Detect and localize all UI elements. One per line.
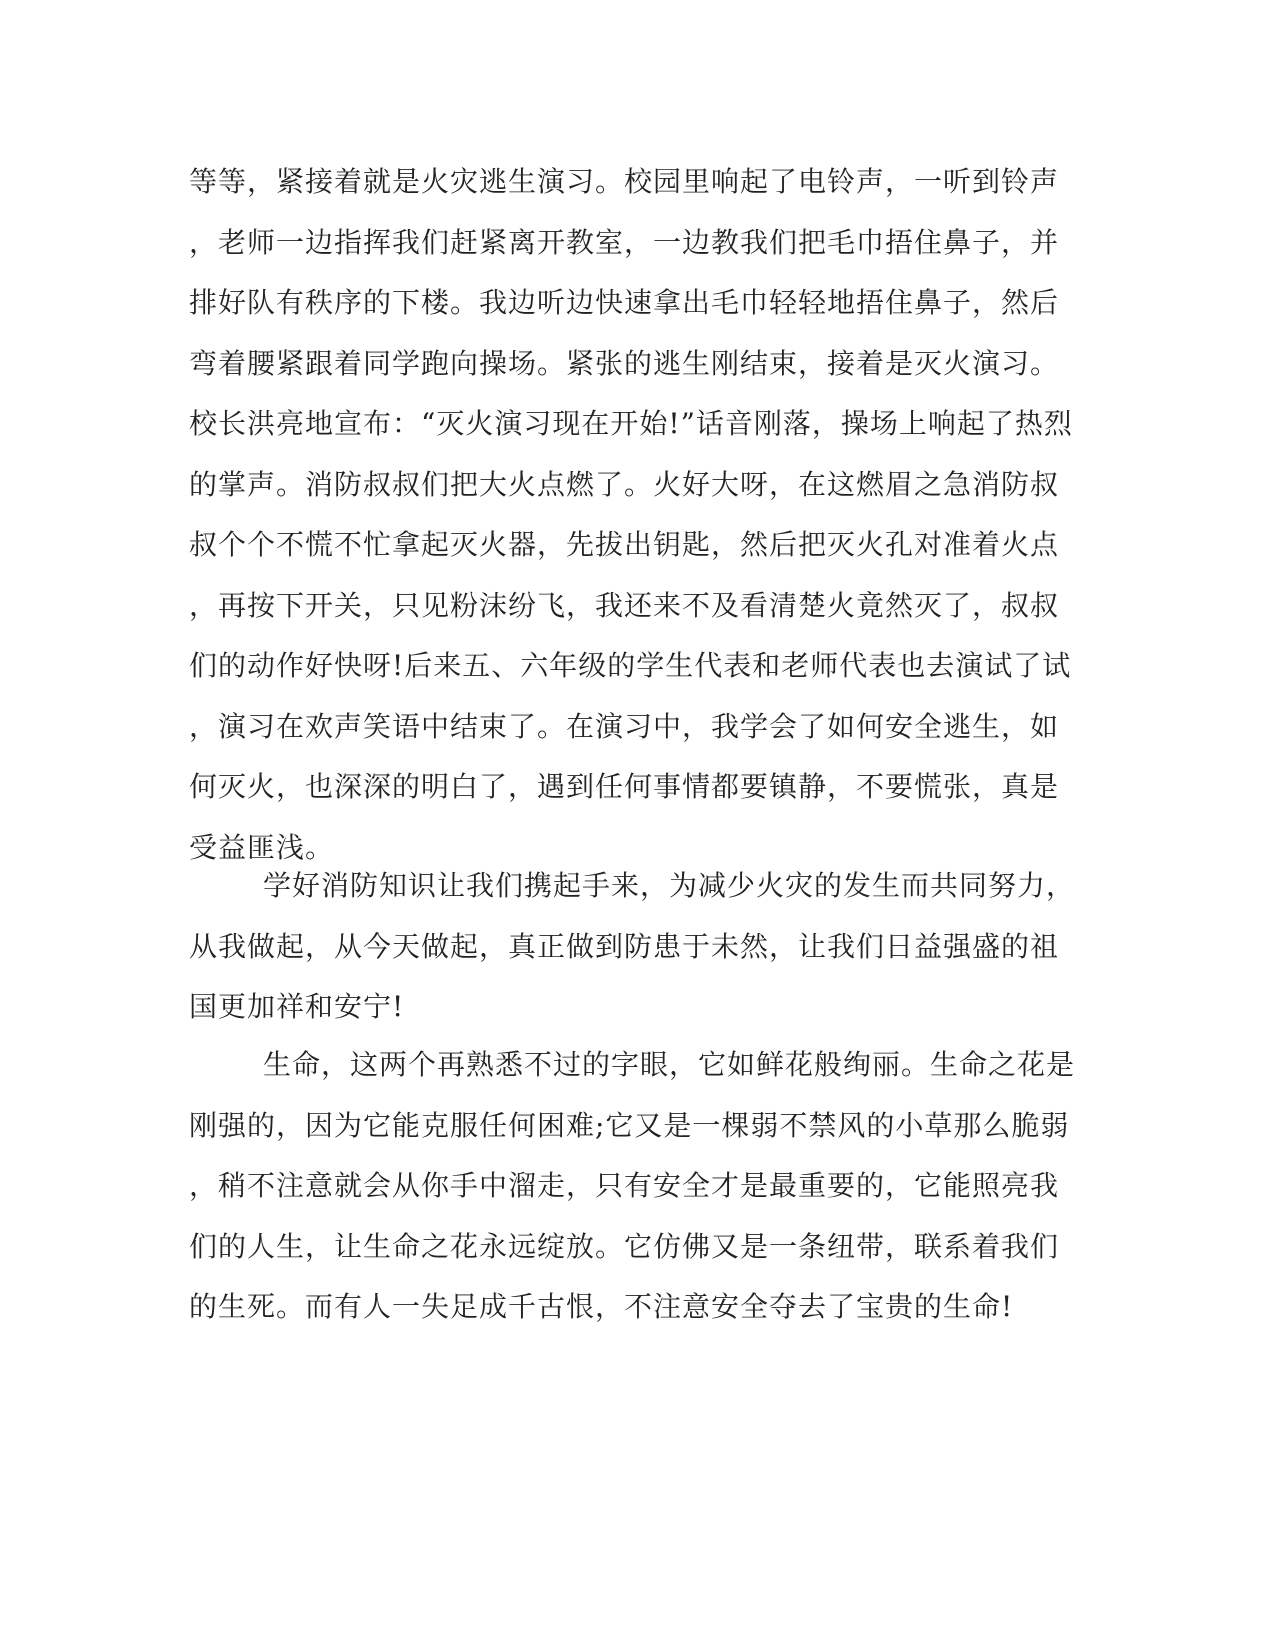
paragraph-1 bbox=[189, 152, 1073, 878]
text-line: 弯着腰紧跟着同学跑向操场。紧张的逃生刚结束，接着是灭火演习。 bbox=[189, 346, 1060, 380]
text-line: 排好队有秩序的下楼。我边听边快速拿出毛巾轻轻地捂住鼻子，然后 bbox=[189, 286, 1060, 319]
text-line: 的掌声。消防叔叔们把大火点燃了。火好大呀，在这燃眉之急消防叔 bbox=[189, 467, 1060, 501]
text-line: 何灭火，也深深的明白了，遇到任何事情都要镇静，不要慌张，真是 bbox=[189, 770, 1060, 803]
text-line: 校长洪亮地宣布：“灭火演习现在开始!”话音刚落，操场上响起了热烈 bbox=[189, 407, 1073, 440]
text-line: 生命，这两个再熟悉不过的字眼，它如鲜花般绚丽。生命之花是 bbox=[263, 1048, 1076, 1081]
text-line: 学好消防知识让我们携起手来，为减少火灾的发生而共同努力， bbox=[263, 869, 1076, 902]
text-line: 们的人生，让生命之花永远绽放。它仿佛又是一条纽带，联系着我们 bbox=[189, 1229, 1060, 1263]
text-line: 国更加祥和安宁! bbox=[189, 990, 405, 1023]
paragraph-2 bbox=[189, 856, 1076, 1038]
text-line: 刚强的，因为它能克服任何困难;它又是一棵弱不禁风的小草那么脆弱 bbox=[189, 1108, 1070, 1142]
text-line: 等等，紧接着就是火灾逃生演习。校园里响起了电铃声，一听到铃声 bbox=[189, 165, 1060, 198]
text-line: 受益匪浅。 bbox=[189, 830, 335, 864]
text-line: 的生死。而有人一失足成千古恨，不注意安全夺去了宝贵的生命! bbox=[189, 1290, 1014, 1323]
text-line: ，再按下开关，只见粉沫纷飞，我还来不及看清楚火竟然灭了，叔叔 bbox=[189, 588, 1060, 622]
text-line: 们的动作好快呀!后来五、六年级的学生代表和老师代表也去演试了试 bbox=[189, 649, 1072, 682]
paragraph-3 bbox=[189, 1035, 1076, 1338]
text-line: 从我做起，从今天做起，真正做到防患于未然，让我们日益强盛的祖 bbox=[189, 929, 1060, 963]
text-line: 叔个个不慌不忙拿起灭火器，先拔出钥匙，然后把灭火孔对准着火点 bbox=[189, 528, 1060, 561]
text-line: ，稍不注意就会从你手中溜走，只有安全才是最重要的，它能照亮我 bbox=[189, 1169, 1060, 1202]
text-line: ，演习在欢声笑语中结束了。在演习中，我学会了如何安全逃生，如 bbox=[189, 709, 1060, 743]
text-line: ，老师一边指挥我们赶紧离开教室，一边教我们把毛巾捂住鼻子，并 bbox=[189, 225, 1060, 259]
